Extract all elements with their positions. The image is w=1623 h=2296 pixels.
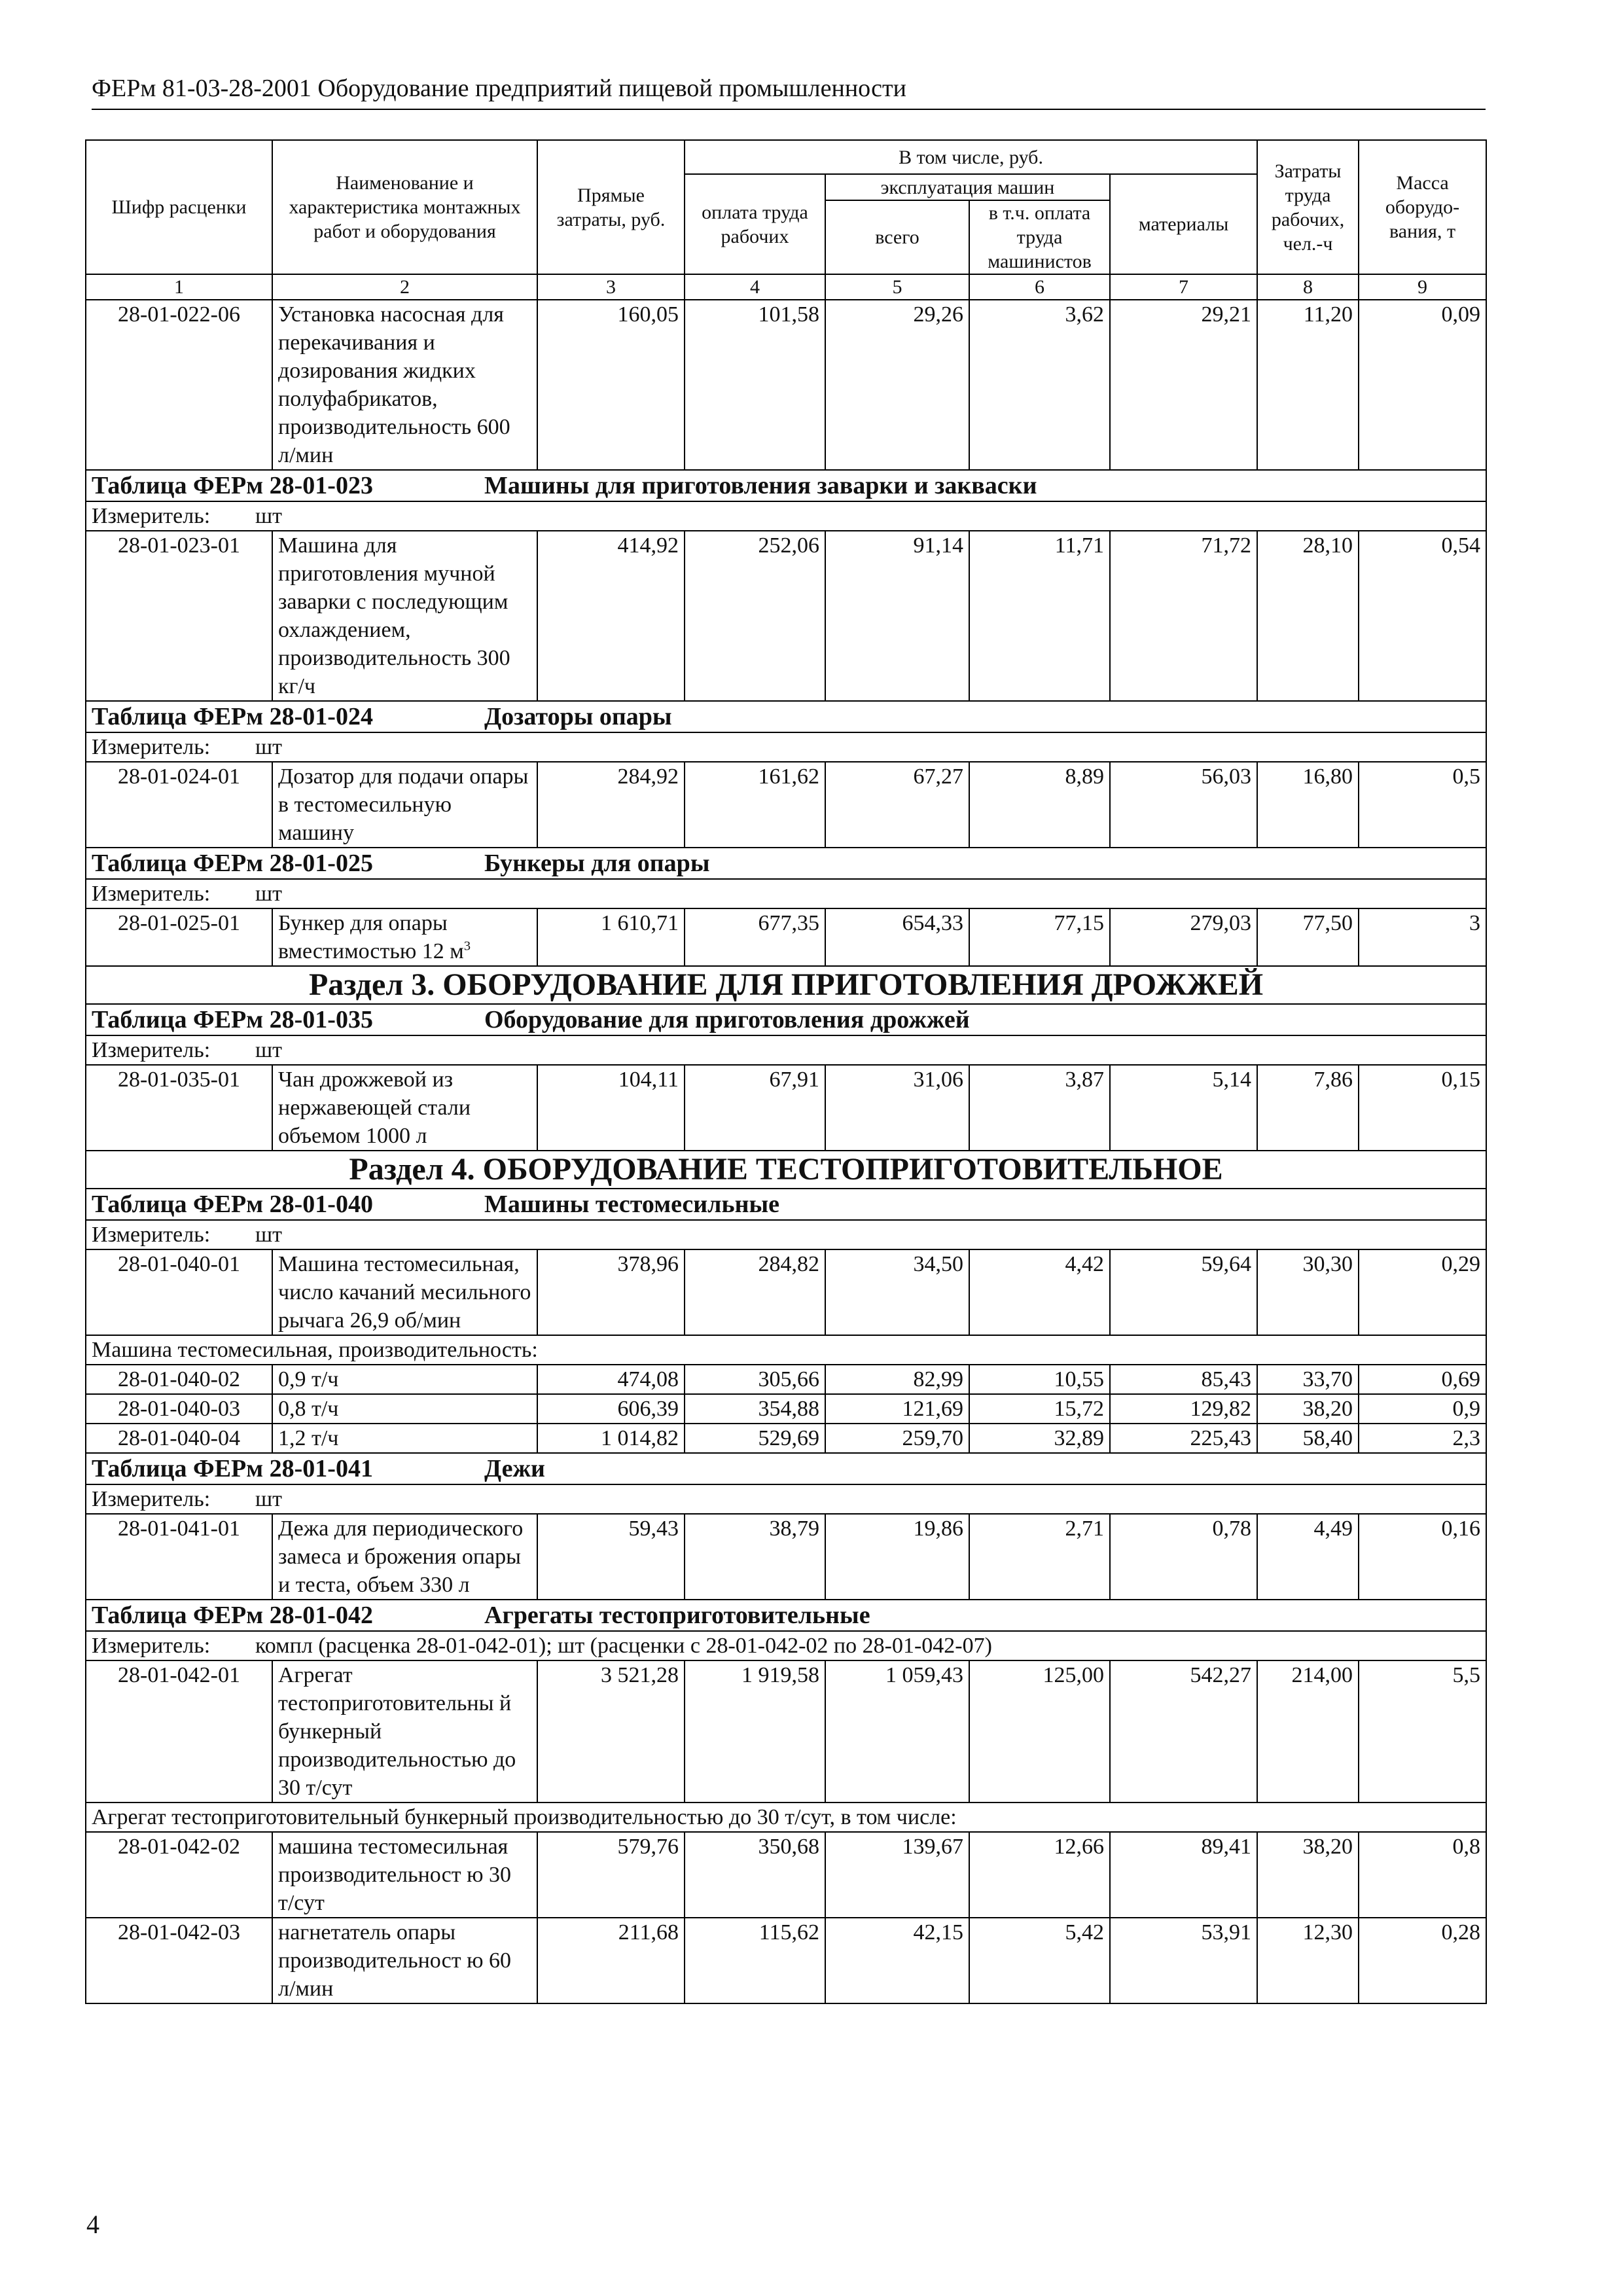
section-title: Раздел 4. ОБОРУДОВАНИЕ ТЕСТОПРИГОТОВИТЕЛЬНОЕ	[86, 1151, 1486, 1189]
labor-costs: 38,20	[1257, 1832, 1359, 1918]
direct-costs: 1 014,82	[537, 1424, 685, 1453]
rate-name: 1,2 т/ч	[272, 1424, 537, 1453]
unit-value: компл (расценка 28-01-042-01); шт (расценки с 28-01-042-02 по 28-01-042-07)	[255, 1634, 992, 1658]
direct-costs: 414,92	[537, 531, 685, 701]
group-note: Агрегат тестоприготовительный бункерный производительностью до 30 т/сут, в том числе:	[86, 1803, 1486, 1832]
table-title: Бункеры для опары	[484, 850, 710, 877]
materials: 85,43	[1110, 1365, 1257, 1394]
rate-name: Агрегат тестоприготовительны й бункерный производительностью до 30 т/сут	[272, 1660, 537, 1803]
col-number: 1	[86, 274, 272, 300]
col-labor-header: Затраты труда рабочих, чел.-ч	[1257, 140, 1359, 274]
machines-total: 19,86	[825, 1514, 969, 1600]
unit-label: Измеритель:	[92, 1038, 211, 1062]
wages: 38,79	[685, 1514, 825, 1600]
wages: 529,69	[685, 1424, 825, 1453]
table-title: Машины для приготовления заварки и закваски	[484, 472, 1037, 499]
unit-row	[86, 732, 1486, 762]
unit-value: шт	[255, 1223, 283, 1247]
column-numbers-row	[86, 274, 1486, 300]
equipment-mass: 0,8	[1359, 1832, 1486, 1918]
labor-costs: 28,10	[1257, 531, 1359, 701]
rate-code: 28-01-040-02	[86, 1365, 272, 1394]
rate-code: 28-01-040-01	[86, 1249, 272, 1335]
machines-total: 259,70	[825, 1424, 969, 1453]
table-code: Таблица ФЕРм 28-01-040	[92, 1191, 373, 1218]
col-number: 9	[1359, 274, 1486, 300]
labor-costs: 12,30	[1257, 1918, 1359, 2003]
unit-value: шт	[255, 504, 283, 528]
direct-costs: 378,96	[537, 1249, 685, 1335]
rate-name: Бункер для опары вместимостью 12 м	[278, 911, 464, 963]
table-code: Таблица ФЕРм 28-01-023	[92, 472, 373, 499]
labor-costs: 4,49	[1257, 1514, 1359, 1600]
rate-name: Дежа для периодического замеса и брожения опары и теста, объем 330 л	[272, 1514, 537, 1600]
rate-code: 28-01-025-01	[86, 908, 272, 966]
materials: 89,41	[1110, 1832, 1257, 1918]
machinists-wages: 10,55	[969, 1365, 1110, 1394]
rate-name: Машина для приготовления мучной заварки с последующим охлаждением, производительность 300 кг/ч	[272, 531, 537, 701]
direct-costs: 3 521,28	[537, 1660, 685, 1803]
wages: 350,68	[685, 1832, 825, 1918]
unit-label: Измеритель:	[92, 735, 211, 759]
page-header: ФЕРм 81-03-28-2001 Оборудование предприятий пищевой промышленности	[92, 73, 1486, 110]
machinists-wages: 11,71	[969, 531, 1110, 701]
wages: 115,62	[685, 1918, 825, 2003]
table-title-row	[86, 1189, 1486, 1220]
col-code-header: Шифр расценки	[86, 140, 272, 274]
wages: 677,35	[685, 908, 825, 966]
col-materials-header: материалы	[1110, 174, 1257, 274]
col-name-header: Наименование и характеристика монтажных работ и оборудования	[272, 140, 537, 274]
table-code: Таблица ФЕРм 28-01-025	[92, 850, 373, 877]
direct-costs: 160,05	[537, 300, 685, 470]
table-row	[86, 300, 1486, 470]
unit-row	[86, 1631, 1486, 1660]
machinists-wages: 3,87	[969, 1065, 1110, 1151]
direct-costs: 59,43	[537, 1514, 685, 1600]
col-machinists-header: в т.ч. оплата труда машинистов	[969, 200, 1110, 274]
section-row	[86, 1151, 1486, 1189]
col-number: 6	[969, 274, 1110, 300]
rate-code: 28-01-040-03	[86, 1394, 272, 1424]
unit-row	[86, 879, 1486, 908]
machines-total: 29,26	[825, 300, 969, 470]
unit-label: Измеритель:	[92, 504, 211, 528]
unit-row	[86, 1220, 1486, 1249]
col-wages-header: оплата труда рабочих	[685, 174, 825, 274]
equipment-mass: 2,3	[1359, 1424, 1486, 1453]
unit-label: Измеритель:	[92, 1223, 211, 1247]
unit-value: шт	[255, 882, 283, 906]
table-row	[86, 762, 1486, 848]
materials: 0,78	[1110, 1514, 1257, 1600]
machines-total: 67,27	[825, 762, 969, 848]
materials: 53,91	[1110, 1918, 1257, 2003]
table-title-row	[86, 701, 1486, 732]
col-number: 4	[685, 274, 825, 300]
machinists-wages: 125,00	[969, 1660, 1110, 1803]
table-title: Оборудование для приготовления дрожжей	[484, 1006, 970, 1033]
wages: 101,58	[685, 300, 825, 470]
rate-name: Чан дрожжевой из нержавеющей стали объемом 1000 л	[272, 1065, 537, 1151]
table-title: Агрегаты тестоприготовительные	[484, 1602, 870, 1629]
unit-value: шт	[255, 1487, 283, 1511]
col-number: 7	[1110, 274, 1257, 300]
unit-label: Измеритель:	[92, 1634, 211, 1658]
labor-costs: 33,70	[1257, 1365, 1359, 1394]
note-row	[86, 1803, 1486, 1832]
rate-name: нагнетатель опары производительност ю 60 л/мин	[272, 1918, 537, 2003]
table-title: Дозаторы опары	[484, 703, 672, 730]
unit-row	[86, 1484, 1486, 1514]
table-row	[86, 531, 1486, 701]
machinists-wages: 32,89	[969, 1424, 1110, 1453]
equipment-mass: 0,5	[1359, 762, 1486, 848]
table-row	[86, 1365, 1486, 1394]
table-header	[86, 140, 1486, 300]
rate-name: 0,8 т/ч	[272, 1394, 537, 1424]
table-title-row	[86, 470, 1486, 501]
materials: 279,03	[1110, 908, 1257, 966]
labor-costs: 58,40	[1257, 1424, 1359, 1453]
wages: 305,66	[685, 1365, 825, 1394]
machinists-wages: 15,72	[969, 1394, 1110, 1424]
unit-label: Измеритель:	[92, 1487, 211, 1511]
note-row	[86, 1335, 1486, 1365]
rate-code: 28-01-042-03	[86, 1918, 272, 2003]
equipment-mass: 0,69	[1359, 1365, 1486, 1394]
machines-total: 82,99	[825, 1365, 969, 1394]
table-title-row	[86, 1453, 1486, 1484]
table-title-row	[86, 848, 1486, 879]
machines-total: 34,50	[825, 1249, 969, 1335]
equipment-mass: 5,5	[1359, 1660, 1486, 1803]
unit-value: шт	[255, 1038, 283, 1062]
materials: 71,72	[1110, 531, 1257, 701]
labor-costs: 214,00	[1257, 1660, 1359, 1803]
table-row	[86, 908, 1486, 966]
machinists-wages: 4,42	[969, 1249, 1110, 1335]
direct-costs: 474,08	[537, 1365, 685, 1394]
machines-total: 1 059,43	[825, 1660, 969, 1803]
wages: 354,88	[685, 1394, 825, 1424]
unit-row	[86, 501, 1486, 531]
rate-name: Дозатор для подачи опары в тестомесильную машину	[272, 762, 537, 848]
table-row	[86, 1394, 1486, 1424]
section-row	[86, 966, 1486, 1004]
rate-code: 28-01-040-04	[86, 1424, 272, 1453]
machinists-wages: 3,62	[969, 300, 1110, 470]
col-number: 3	[537, 274, 685, 300]
equipment-mass: 0,54	[1359, 531, 1486, 701]
direct-costs: 606,39	[537, 1394, 685, 1424]
equipment-mass: 0,09	[1359, 300, 1486, 470]
table-row	[86, 1514, 1486, 1600]
group-note: Машина тестомесильная, производительность:	[86, 1335, 1486, 1365]
table-row	[86, 1249, 1486, 1335]
equipment-mass: 0,16	[1359, 1514, 1486, 1600]
direct-costs: 284,92	[537, 762, 685, 848]
labor-costs: 30,30	[1257, 1249, 1359, 1335]
table-code: Таблица ФЕРм 28-01-042	[92, 1602, 373, 1629]
wages: 161,62	[685, 762, 825, 848]
table-title-row	[86, 1600, 1486, 1631]
machines-total: 42,15	[825, 1918, 969, 2003]
equipment-mass: 0,28	[1359, 1918, 1486, 2003]
rate-code: 28-01-041-01	[86, 1514, 272, 1600]
rate-code: 28-01-024-01	[86, 762, 272, 848]
page-number: 4	[86, 2210, 99, 2239]
rate-code: 28-01-023-01	[86, 531, 272, 701]
materials: 129,82	[1110, 1394, 1257, 1424]
col-machines-total-header: всего	[825, 200, 969, 274]
table-row	[86, 1065, 1486, 1151]
rate-name: Машина тестомесильная, число качаний месильного рычага 26,9 об/мин	[272, 1249, 537, 1335]
machines-total: 139,67	[825, 1832, 969, 1918]
rate-name-cell	[272, 908, 537, 966]
materials: 29,21	[1110, 300, 1257, 470]
col-machines-header: эксплуатация машин	[825, 174, 1110, 200]
rate-code: 28-01-035-01	[86, 1065, 272, 1151]
table-code: Таблица ФЕРм 28-01-024	[92, 703, 373, 730]
machines-total: 654,33	[825, 908, 969, 966]
table-title-row	[86, 1004, 1486, 1035]
labor-costs: 77,50	[1257, 908, 1359, 966]
labor-costs: 16,80	[1257, 762, 1359, 848]
col-direct-header: Прямые затраты, руб.	[537, 140, 685, 274]
col-number: 2	[272, 274, 537, 300]
equipment-mass: 0,29	[1359, 1249, 1486, 1335]
equipment-mass: 3	[1359, 908, 1486, 966]
machinists-wages: 77,15	[969, 908, 1110, 966]
materials: 542,27	[1110, 1660, 1257, 1803]
table-row	[86, 1424, 1486, 1453]
labor-costs: 38,20	[1257, 1394, 1359, 1424]
table-title: Дежи	[484, 1455, 545, 1482]
direct-costs: 1 610,71	[537, 908, 685, 966]
unit-row	[86, 1035, 1486, 1065]
col-number: 5	[825, 274, 969, 300]
rate-name: 0,9 т/ч	[272, 1365, 537, 1394]
col-incl-header: В том числе, руб.	[685, 140, 1257, 174]
wages: 67,91	[685, 1065, 825, 1151]
machinists-wages: 8,89	[969, 762, 1110, 848]
machines-total: 31,06	[825, 1065, 969, 1151]
table-row	[86, 1832, 1486, 1918]
labor-costs: 7,86	[1257, 1065, 1359, 1151]
materials: 5,14	[1110, 1065, 1257, 1151]
direct-costs: 104,11	[537, 1065, 685, 1151]
machines-total: 91,14	[825, 531, 969, 701]
rate-code: 28-01-042-01	[86, 1660, 272, 1803]
materials: 59,64	[1110, 1249, 1257, 1335]
table-row	[86, 1918, 1486, 2003]
unit-value: шт	[255, 735, 283, 759]
rate-name: машина тестомесильная производительност ю 30 т/сут	[272, 1832, 537, 1918]
table-code: Таблица ФЕРм 28-01-035	[92, 1006, 373, 1033]
unit-label: Измеритель:	[92, 882, 211, 906]
superscript-three: 3	[463, 939, 471, 954]
materials: 56,03	[1110, 762, 1257, 848]
wages: 252,06	[685, 531, 825, 701]
rate-code: 28-01-042-02	[86, 1832, 272, 1918]
table-row	[86, 1660, 1486, 1803]
rates-table	[85, 139, 1487, 2004]
col-mass-header: Масса оборудо-вания, т	[1359, 140, 1486, 274]
wages: 1 919,58	[685, 1660, 825, 1803]
rate-code: 28-01-022-06	[86, 300, 272, 470]
direct-costs: 211,68	[537, 1918, 685, 2003]
wages: 284,82	[685, 1249, 825, 1335]
equipment-mass: 0,15	[1359, 1065, 1486, 1151]
machines-total: 121,69	[825, 1394, 969, 1424]
materials: 225,43	[1110, 1424, 1257, 1453]
labor-costs: 11,20	[1257, 300, 1359, 470]
machinists-wages: 2,71	[969, 1514, 1110, 1600]
col-number: 8	[1257, 274, 1359, 300]
table-title: Машины тестомесильные	[484, 1191, 780, 1218]
direct-costs: 579,76	[537, 1832, 685, 1918]
rate-name: Установка насосная для перекачивания и дозирования жидких полуфабрикатов, производительность 600 л/мин	[272, 300, 537, 470]
machinists-wages: 5,42	[969, 1918, 1110, 2003]
section-title: Раздел 3. ОБОРУДОВАНИЕ ДЛЯ ПРИГОТОВЛЕНИЯ ДРОЖЖЕЙ	[86, 966, 1486, 1004]
equipment-mass: 0,9	[1359, 1394, 1486, 1424]
table-code: Таблица ФЕРм 28-01-041	[92, 1455, 373, 1482]
machinists-wages: 12,66	[969, 1832, 1110, 1918]
